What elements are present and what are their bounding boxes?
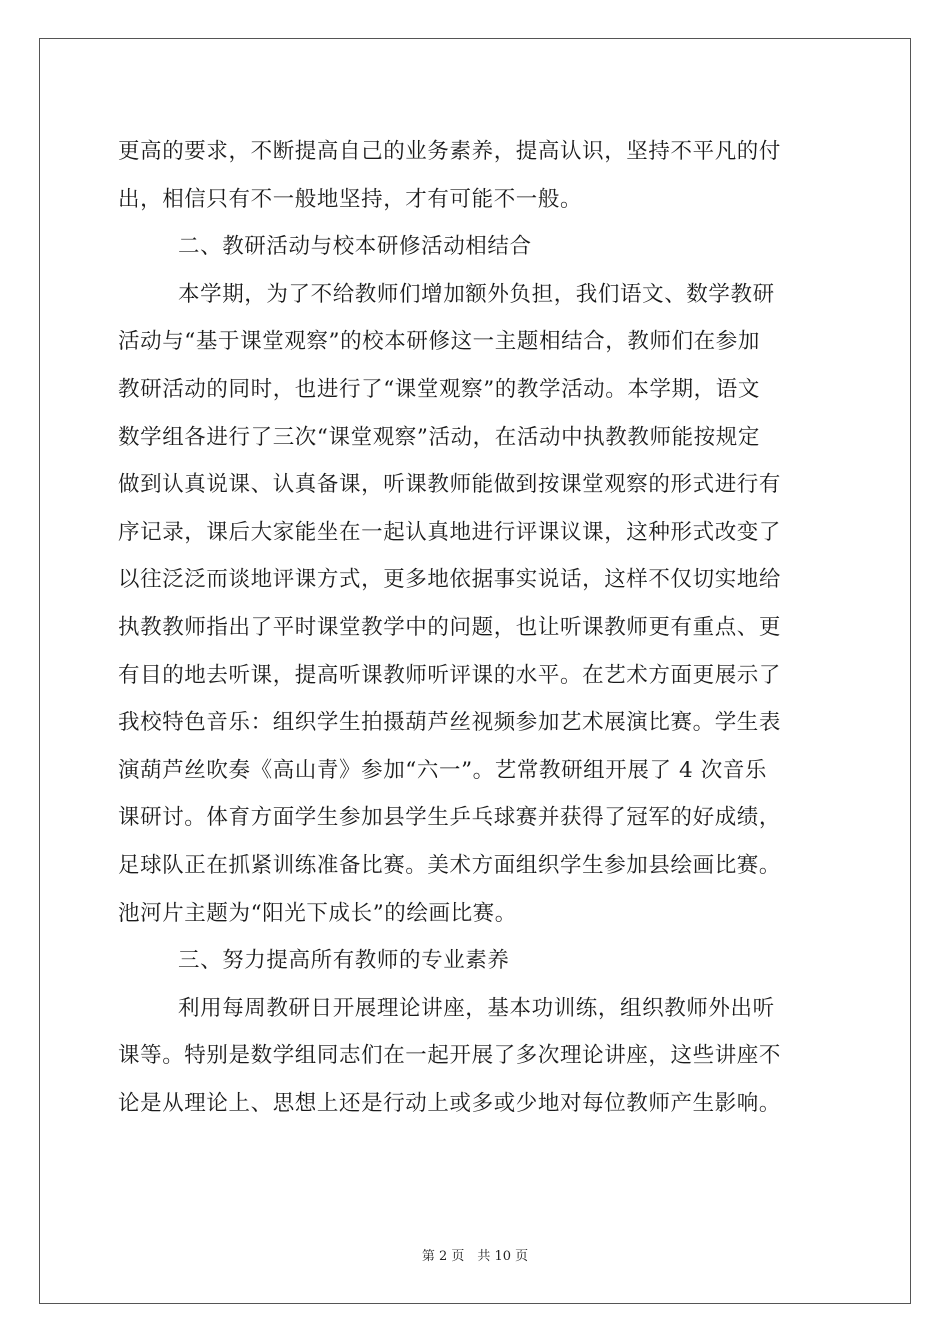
text-line: 二、教研活动与校本研修活动相结合 [178, 234, 532, 260]
text-line: 执教教师指出了平时课堂教学中的问题，也让听课教师更有重点、更 [118, 614, 782, 640]
text-line: 更高的要求，不断提高自己的业务素养，提高认识，坚持不平凡的付 [118, 139, 782, 164]
text-line: 出，相信只有不一般地坚持，才有可能不一般。 [118, 186, 583, 212]
text-line: 演葫芦丝吹奏《高山青》参加“六一”。艺常教研组开展了 4 次音乐 [118, 757, 768, 783]
document-body [118, 128, 834, 1127]
text-line: 本学期，为了不给教师们增加额外负担，我们语文、数学教研 [178, 281, 775, 307]
text-line: 活动与“基于课堂观察”的校本研修这一主题相结合，教师们在参加 [118, 329, 760, 355]
text-line: 我校特色音乐：组织学生拍摄葫芦丝视频参加艺术展演比赛。学生表 [118, 710, 782, 736]
text-line: 课等。特别是数学组同志们在一起开展了多次理论讲座，这些讲座不 [118, 1043, 782, 1069]
text-line: 利用每周教研日开展理论讲座，基本功训练，组织教师外出听 [178, 995, 775, 1021]
text-line: 序记录，课后大家能坐在一起认真地进行评课议课，这种形式改变了 [118, 519, 782, 545]
text-line: 论是从理论上、思想上还是行动上或多或少地对每位教师产生影响。 [118, 1090, 782, 1116]
text-line: 教研活动的同时，也进行了“课堂观察”的教学活动。本学期，语文 [118, 376, 760, 402]
text-line: 有目的地去听课，提高听课教师听评课的水平。在艺术方面更展示了 [118, 662, 782, 688]
page-number-footer: 第 2 页 共 10 页 [421, 1249, 529, 1264]
text-line: 池河片主题为“阳光下成长”的绘画比赛。 [118, 900, 517, 926]
text-line: 课研讨。体育方面学生参加县学生乒乓球赛并获得了冠军的好成绩， [118, 805, 782, 831]
text-line: 做到认真说课、认真备课，听课教师能做到按课堂观察的形式进行有 [118, 472, 782, 498]
text-line: 数学组各进行了三次“课堂观察”活动，在活动中执教教师能按规定 [118, 424, 760, 450]
text-line: 以往泛泛而谈地评课方式，更多地依据事实说话，这样不仅切实地给 [118, 567, 782, 593]
text-line: 三、努力提高所有教师的专业素养 [178, 948, 510, 974]
text-line: 足球队正在抓紧训练准备比赛。美术方面组织学生参加县绘画比赛。 [118, 852, 782, 878]
